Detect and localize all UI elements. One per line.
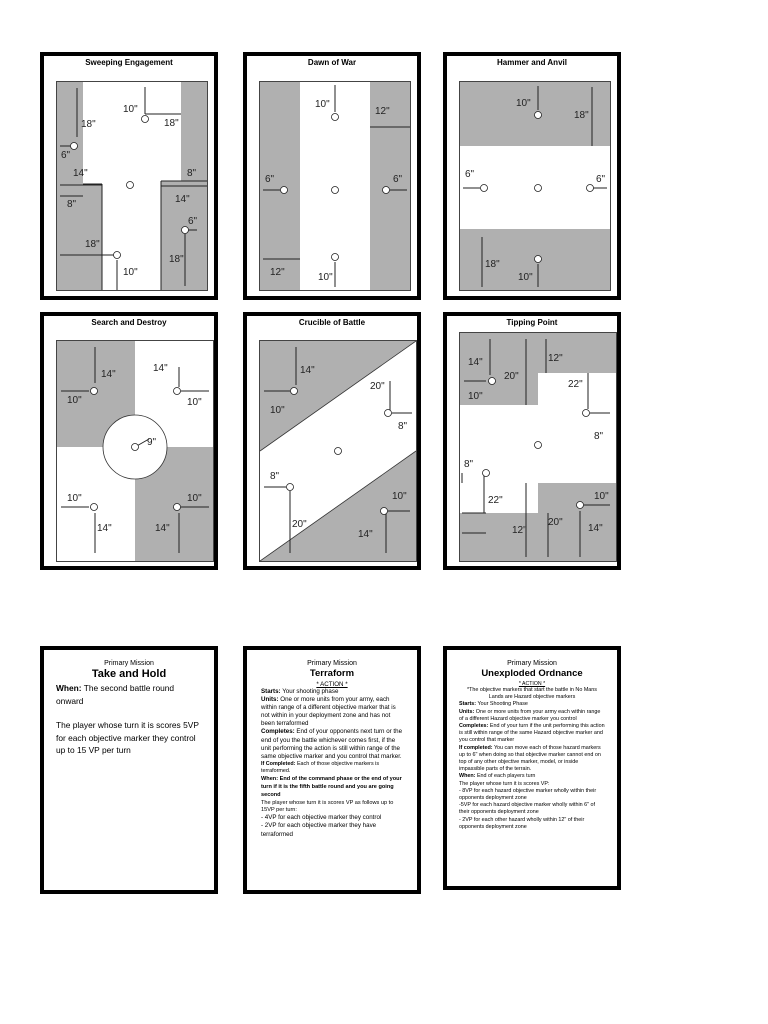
score-line: - 4VP for each objective marker they control xyxy=(261,814,382,822)
when-label: When: End of the command phase or the end of your turn if it is the fifth battle round and you are going second xyxy=(261,776,402,799)
mission-starts xyxy=(261,688,403,696)
map-label: 22" xyxy=(488,495,503,506)
mission-when xyxy=(261,775,403,799)
starts-label: Starts: xyxy=(261,688,281,695)
completes-label: Completes: xyxy=(261,728,295,736)
deployment-title: Search and Destroy xyxy=(91,318,167,327)
map-label: 10" xyxy=(594,491,609,502)
mission-kicker: Primary Mission xyxy=(104,660,154,667)
map-label: 18" xyxy=(81,119,96,130)
map-label: 18" xyxy=(164,118,179,129)
map-label: 20" xyxy=(292,519,307,530)
map-label: 10" xyxy=(187,397,202,408)
map-label: 14" xyxy=(300,365,315,376)
map-label: 22" xyxy=(568,379,583,390)
map-label: 14" xyxy=(153,363,168,374)
map-label: 14" xyxy=(73,168,88,179)
deployment-title: Hammer and Anvil xyxy=(497,58,567,67)
mission-if-completed xyxy=(261,761,403,775)
map-label: 20" xyxy=(370,381,385,392)
map-label: 10" xyxy=(392,491,407,502)
deployment-card-crucible-of-battle xyxy=(243,312,421,570)
mission-units xyxy=(261,696,403,728)
map-label: 6" xyxy=(265,174,275,185)
when-label: When: xyxy=(56,683,82,693)
map-label: 6" xyxy=(188,216,198,227)
starts-label: Starts: xyxy=(459,701,477,708)
map-label: 10" xyxy=(123,267,138,278)
map-label: 18" xyxy=(485,259,500,270)
map-graphic xyxy=(460,82,610,290)
when-label: When: xyxy=(459,773,476,780)
map-label: 10" xyxy=(67,395,82,406)
map-label: 18" xyxy=(169,254,184,265)
mission-title: Take and Hold xyxy=(91,668,167,680)
map-label: 14" xyxy=(588,523,603,534)
completes-text: End of your turn if the unit performing this action is still within range of the same Hazard objective marker and you control that marker xyxy=(459,723,605,744)
map-label: 6" xyxy=(393,174,403,185)
map-label: 6" xyxy=(465,169,475,180)
mission-completes xyxy=(459,723,605,745)
deployment-title: Sweeping Engagement xyxy=(85,58,173,67)
mission-title: Terraform xyxy=(309,668,355,679)
map-label: 14" xyxy=(155,523,170,534)
mission-kicker: Primary Mission xyxy=(507,660,557,667)
mission-card-unexploded-ordnance xyxy=(443,646,621,890)
deployment-map xyxy=(259,340,417,562)
map-label: 8" xyxy=(464,459,474,470)
deployment-map xyxy=(459,81,611,291)
when-text: End of each players turn xyxy=(475,773,536,780)
map-label: 10" xyxy=(518,272,533,283)
map-label: 12" xyxy=(270,267,285,278)
units-label: Units: xyxy=(459,708,475,715)
mission-units xyxy=(459,709,605,723)
units-text: One or more units from your army, each within range of a different objective marker that is not within in your deployment zone and has not been terraformed xyxy=(261,696,396,728)
map-label: 8" xyxy=(270,471,280,482)
score-line: - 8VP for each hazard objective marker wholly within their opponents deployment zone xyxy=(459,787,597,802)
mission-completes xyxy=(261,728,403,760)
if-completed-text: You can move each of those hazard markers up to 6" when doing so that objective marker cannot end on top of any other objective marker, model, or inside impassible parts of the terrain. xyxy=(459,744,601,773)
map-label: 18" xyxy=(85,239,100,250)
if-completed-label: If completed: xyxy=(459,744,493,751)
deployment-map xyxy=(459,332,617,562)
map-label: 10" xyxy=(468,391,483,402)
map-label: 8" xyxy=(187,168,197,179)
mission-scoring: The player whose turn it is scores 5VP for each objective marker they control up to 15 VP per turn xyxy=(56,720,199,755)
deployment-card-search-and-destroy xyxy=(40,312,218,570)
units-label: Units: xyxy=(261,696,279,704)
starts-text: Your Shooting Phase xyxy=(476,701,528,708)
map-graphic xyxy=(57,82,207,290)
completes-label: Completes: xyxy=(459,723,489,730)
map-label: 8" xyxy=(67,199,77,210)
deployment-card-tipping-point xyxy=(443,312,621,570)
mission-kicker: Primary Mission xyxy=(307,660,357,667)
map-graphic xyxy=(460,333,616,561)
deployment-map xyxy=(259,81,411,291)
map-label: 8" xyxy=(594,431,604,442)
mission-card-terraform xyxy=(243,646,421,894)
map-label: 10" xyxy=(123,104,138,115)
deployment-card-dawn-of-war xyxy=(243,52,421,300)
map-graphic xyxy=(260,82,410,290)
deployment-title: Dawn of War xyxy=(307,58,357,67)
map-label: 14" xyxy=(101,369,116,380)
mission-card-take-and-hold xyxy=(40,646,218,894)
deployment-card-sweeping-engagement xyxy=(40,52,218,300)
map-label: 14" xyxy=(175,194,190,205)
map-label: 10" xyxy=(67,493,82,504)
score-line: -5VP for each hazard objective marker wholly within 6" of their opponents deployment zone xyxy=(459,802,596,816)
map-label: 8" xyxy=(398,421,408,432)
completes-text: End of your opponents next turn or the end of you the battle whichever comes first, if the unit performing the action is still within range of the same objective marker and you control that marker. xyxy=(261,728,403,760)
scores-intro: The player whose turn it is scores VP: xyxy=(459,780,550,787)
mission-if-completed xyxy=(459,745,605,774)
mission-intro: *The objective markers that start the battle in No Mans Lands are Hazard objective markers xyxy=(466,687,598,701)
map-label: 10" xyxy=(270,405,285,416)
map-label: 12" xyxy=(375,106,390,117)
units-text: One or more units from your army each within range of a different Hazard objective marker you control xyxy=(459,708,601,722)
score-line: - 2VP for each other hazard wholly within 12" of their opponents deployment zone xyxy=(459,816,585,830)
map-label: 10" xyxy=(187,493,202,504)
map-graphic xyxy=(260,341,416,561)
map-label: 14" xyxy=(358,529,373,540)
mission-title: Unexploded Ordnance xyxy=(481,668,583,679)
map-label: 20" xyxy=(548,517,563,528)
starts-text: Your shooting phase xyxy=(280,688,339,695)
map-label: 20" xyxy=(504,371,519,382)
map-label: 10" xyxy=(516,98,531,109)
deployment-title: Tipping Point xyxy=(506,318,558,327)
map-label: 6" xyxy=(596,174,606,185)
map-label: 14" xyxy=(97,523,112,534)
map-label: 14" xyxy=(468,357,483,368)
map-label: 9" xyxy=(147,437,157,448)
if-completed-label: If Completed: xyxy=(261,760,296,767)
deployment-map xyxy=(56,340,214,562)
scores-intro: The player whose turn it is scores VP as follows up to 15VP per turn: xyxy=(261,799,394,813)
map-label: 6" xyxy=(61,150,71,161)
deployment-title: Crucible of Battle xyxy=(298,318,366,327)
deployment-map xyxy=(56,81,208,291)
map-graphic xyxy=(57,341,213,561)
action-tag: * ACTION * xyxy=(518,681,546,687)
score-line: - 2VP for each objective marker they have terraformed xyxy=(261,822,377,838)
when-text: The second battle round onward xyxy=(56,683,175,706)
action-tag: * ACTION * xyxy=(316,681,348,688)
if-completed-text: Each of those objective markers is terraformed. xyxy=(261,760,380,775)
map-label: 10" xyxy=(315,99,330,110)
map-label: 12" xyxy=(548,353,563,364)
mission-when xyxy=(56,682,202,707)
mission-starts xyxy=(459,701,605,708)
map-label: 12" xyxy=(512,525,527,536)
map-label: 10" xyxy=(318,272,333,283)
deployment-card-hammer-and-anvil xyxy=(443,52,621,300)
mission-when xyxy=(459,773,605,780)
map-label: 18" xyxy=(574,110,589,121)
